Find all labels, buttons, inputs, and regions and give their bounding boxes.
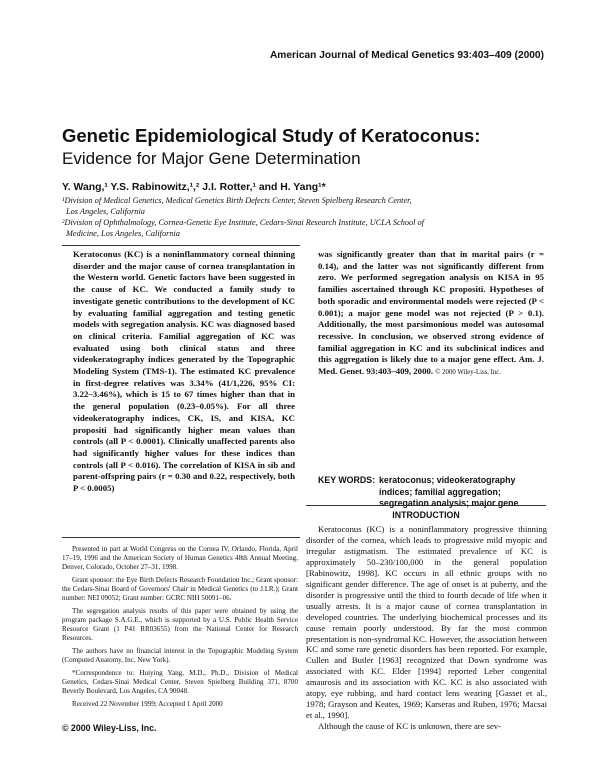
journal-header: American Journal of Medical Genetics 93:403–409 (2000) xyxy=(269,50,544,61)
affiliation-1-line2: Los Angeles, California xyxy=(66,206,145,216)
introduction-heading: INTRODUCTION xyxy=(392,510,460,520)
footnote-grants: Grant sponsor: the Eye Birth Defects Research Foundation Inc.; Grant sponsor: the Cedars-Sinai Board of Governors' Chair in Medical Genetics (to J.I.R.); Grant number: NEI 09052; Grant number: GCRC NIH 50091–06. xyxy=(62,576,298,602)
affiliation-2-line1: ²Division of Ophthalmology, Cornea-Genetic Eye Institute, Cedars-Sinai Research Institute, UCLA School of xyxy=(62,218,424,227)
affiliation-2-line2: Medicine, Los Angeles, California xyxy=(66,228,180,238)
affiliation-1-line1: ¹Division of Medical Genetics, Medical Genetics Birth Defects Center, Steven Spielberg Research Center, xyxy=(62,196,412,205)
received-dates: Received 22 November 1999; Accepted 1 April 2000 xyxy=(72,700,223,708)
affiliation-1 xyxy=(62,196,562,217)
abstract-column-1: Keratoconus (KC) is a noninflammatory corneal thinning disorder and the major cause of cornea transplantation in the Western world. Genetic factors have been suggested in the cause of KC. We conducted a family study to investigate genetic contributions to the development of KC by evaluating familial aggregation and testing genetic models with segregation analysis. KC was diagnosed based on clinical criteria. Familial aggregation of KC was evaluated using both clinical status and three videokeratography indices generated by the Topographic Modeling System (TMS-1). The estimated KC prevalence in first-degree relatives was 3.34% (41/1,226, 95% CI: 3.22–3.46%), which is 15 to 67 times higher than that in the general population (0.23–0.05%). For all three videokeratography indices, CK, IS, and KISA, KC propositi had significantly higher mean values than controls (all P < 0.0001). Clinically unaffected parents also had significantly higher values for these indices than controls (all P < 0.016). The correlation of KISA in sib and parent-offspring pairs (r = 0.30 and 0.22, respectively, both P < 0.0005) xyxy=(73,249,295,494)
footnote-sage: The segregation analysis results of this paper were obtained by using the program package S.A.G.E., which is supported by a U.S. Public Health Service Resource Grant (1 P41 RR03655) from the National Center for Research Resources. xyxy=(62,607,298,642)
affiliation-2 xyxy=(62,218,562,239)
footnote-rule xyxy=(62,537,300,538)
keywords-text: keratoconus; videokeratography indices; familial aggregation; segregation analysis; major gene xyxy=(379,475,519,509)
abstract-copyright: © 2000 Wiley-Liss, Inc. xyxy=(435,369,502,377)
keywords-label: KEY WORDS: xyxy=(318,475,376,485)
abstract-column-2 xyxy=(318,249,544,379)
article-title: Genetic Epidemiological Study of Keratoconus: xyxy=(62,125,481,146)
abstract-column-2-text: was significantly greater than that in marital pairs (r = 0.14), and the latter was not significantly different from zero. We performed segregation analysis on KISA in 95 families ascertained through KC propositi. Hypotheses of both sporadic and environmental models were rejected (P < 0.001); a major gene model was not rejected (P > 0.1). Additionally, the most parsimonious model was autosomal recessive. In conclusion, we observed strong evidence of familial aggregation in KC and its subclinical indices and this aggregation is likely due to a major gene effect. Am. J. Med. Genet. 93:403–409, 2000. xyxy=(318,249,544,377)
footnotes xyxy=(62,545,298,713)
introduction-rule xyxy=(306,505,546,506)
intro-paragraph-2: Although the cause of KC is unknown, there are sev- xyxy=(318,721,501,732)
intro-paragraph-1: Keratoconus (KC) is a noninflammatory progressive thinning disorder of the cornea, which leads to progressive mild myopic and irregular astigmatism. The estimated prevalence of KC is approximately 50–230/100,000 in the general population [Rabinowitz, 1998]. KC occurs in all ethnic groups with no significant gender difference. The age of onset is at puberty, and the disorder is progressive until the third to fourth decade of life when it usually arrests. It is a major cause of cornea transplantation in developed countries. The underlying biochemical processes and its cause remain poorly understood. By far the most common presentation is non-syndromal KC. However, the association between KC and some rare genetic disorders has been reported. For example, Cullen and Butler [1963] recognized that Down syndrome was associated with KC. Elder [1994] reported Leber congenital amaurosis and its association with KC. KC is also associated with atopy, eye rubbing, and hard contact lens wearing [Gasset et al., 1978; Grayson and Keates, 1969; Karseras and Ruben, 1976; Macsai et al., 1990]. xyxy=(306,524,547,721)
copyright-notice: © 2000 Wiley-Liss, Inc. xyxy=(62,723,157,733)
introduction-body xyxy=(306,524,547,732)
author-list: Y. Wang,¹ Y.S. Rabinowitz,¹,² J.I. Rotter,¹ and H. Yang¹* xyxy=(62,182,326,193)
footnote-presented: Presented in part at World Congress on the Cornea IV, Orlando, Florida, April 17–19, 1996 and the American Society of Human Genetics 48th Annual Meeting, Denver, Colorado, October 27–31, 1998. xyxy=(62,545,298,571)
footnote-financial: The authors have no financial interest in the Topographic Modeling System (Computed Anatomy, Inc, New York). xyxy=(62,647,298,664)
abstract-top-rule xyxy=(62,245,300,246)
article-subtitle: Evidence for Major Gene Determination xyxy=(62,149,361,168)
footnote-correspondence: *Correspondence to: Huiying Yang, M.D., Ph.D., Division of Medical Genetics, Cedars-Sinai Medical Center, Steven Spielberg Building 371, 8700 Beverly Boulevard, Los Angeles, CA 90048. xyxy=(62,669,298,695)
